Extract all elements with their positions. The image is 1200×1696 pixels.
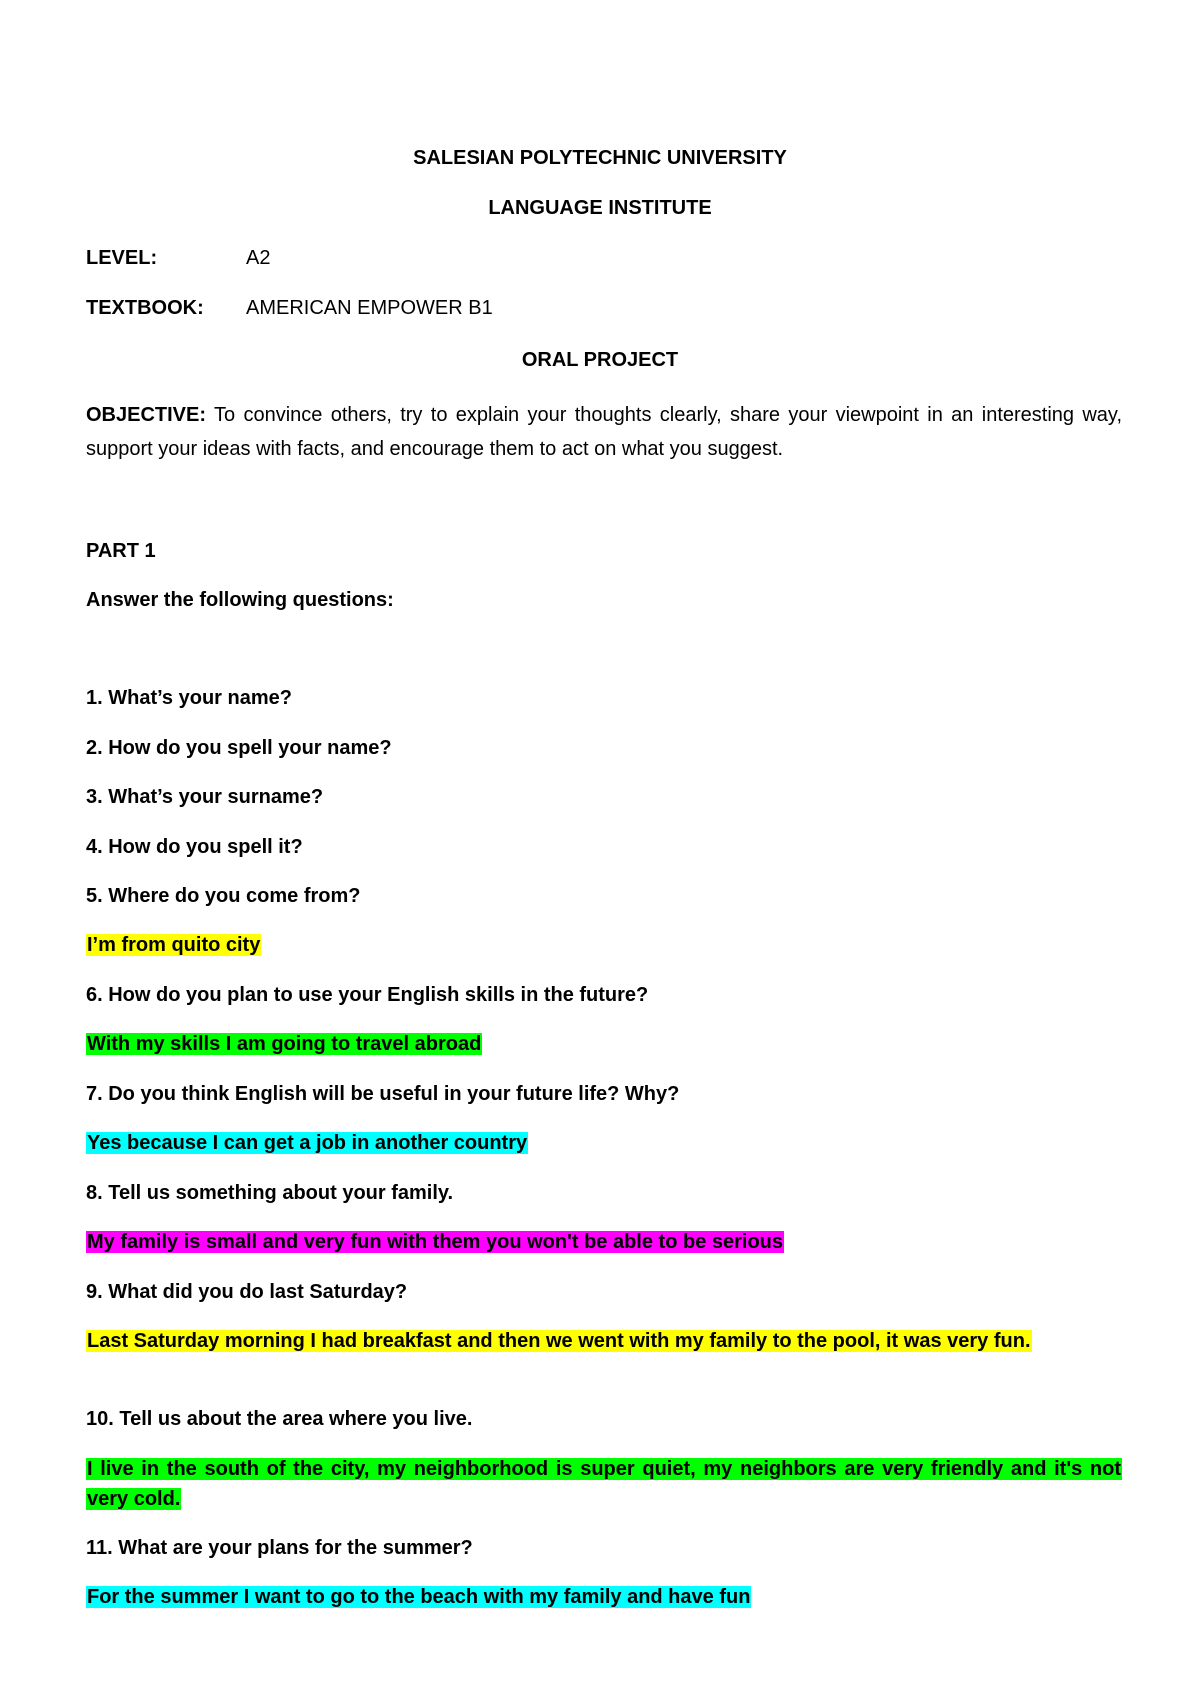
question-5: 5. Where do you come from? — [86, 885, 361, 907]
answer-8 — [86, 1227, 1122, 1257]
question-1: 1. What’s your name? — [86, 687, 292, 709]
answer-5 — [86, 930, 1122, 960]
textbook-value: AMERICAN EMPOWER B1 — [246, 297, 493, 319]
university-name: SALESIAN POLYTECHNIC UNIVERSITY — [413, 147, 787, 169]
answer-11-text: For the summer I want to go to the beach with my family and have fun — [87, 1586, 751, 1608]
part-title: PART 1 — [86, 540, 156, 562]
answer-7-text: Yes because I can get a job in another country — [87, 1132, 528, 1154]
question-8: 8. Tell us something about your family. — [86, 1182, 454, 1204]
answer-10 — [86, 1454, 1122, 1514]
question-4: 4. How do you spell it? — [86, 836, 303, 858]
answer-7 — [86, 1128, 1122, 1158]
part-instruction: Answer the following questions: — [86, 589, 394, 611]
answer-11 — [86, 1582, 1122, 1612]
question-2: 2. How do you spell your name? — [86, 737, 392, 759]
objective-label: OBJECTIVE: — [86, 404, 207, 426]
objective-text: To convince others, try to explain your thoughts clearly, share your viewpoint in an interesting way, support your ideas with facts, and encourage them to act on what you suggest. — [86, 404, 1122, 460]
institute-name: LANGUAGE INSTITUTE — [488, 197, 712, 219]
level-field — [86, 243, 270, 273]
answer-5-text: I’m from quito city — [87, 934, 261, 956]
question-6: 6. How do you plan to use your English skills in the future? — [86, 984, 649, 1006]
answer-9-text: Last Saturday morning I had breakfast and then we went with my family to the pool, it was very fun. — [87, 1330, 1031, 1352]
textbook-label: TEXTBOOK: — [86, 297, 204, 319]
question-3: 3. What’s your surname? — [86, 786, 324, 808]
answer-9 — [86, 1326, 1122, 1356]
level-value: A2 — [246, 247, 271, 269]
answer-8-text: My family is small and very fun with them you won't be able to be serious — [87, 1231, 784, 1253]
level-label: LEVEL: — [86, 247, 158, 269]
answer-10-text: I live in the south of the city, my neighborhood is super quiet, my neighbors are very friendly and it's not very cold. — [87, 1458, 1121, 1510]
question-10: 10. Tell us about the area where you live. — [86, 1408, 473, 1430]
answer-6-text: With my skills I am going to travel abroad — [87, 1033, 482, 1055]
question-7: 7. Do you think English will be useful in your future life? Why? — [86, 1083, 680, 1105]
question-11: 11. What are your plans for the summer? — [86, 1537, 473, 1559]
textbook-field — [86, 293, 493, 323]
answer-6 — [86, 1029, 1122, 1059]
project-title: ORAL PROJECT — [521, 349, 679, 371]
question-9: 9. What did you do last Saturday? — [86, 1281, 408, 1303]
objective-paragraph — [86, 398, 1122, 466]
